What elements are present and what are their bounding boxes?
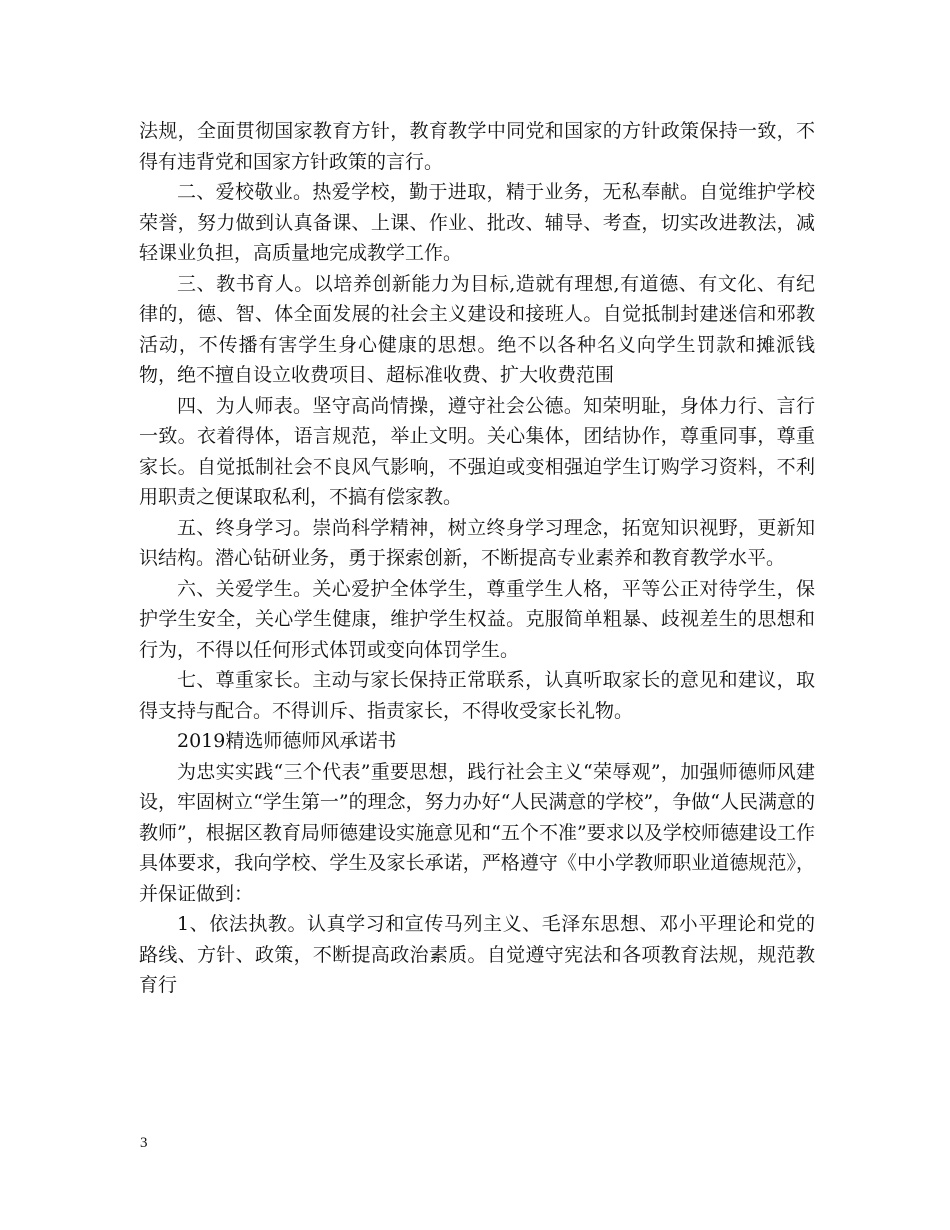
paragraph-7: 七、尊重家长。主动与家长保持正常联系，认真听取家长的意见和建议，取得支持与配合。不得训斥、指责家长，不得收受家长礼物。	[139, 669, 815, 722]
paragraph-3: 三、教书育人。以培养创新能力为目标,造就有理想,有道德、有文化、有纪律的，德、智、体全面发展的社会主义建设和接班人。自觉抵制封建迷信和邪教活动，不传播有害学生身心健康的思想。绝不以各种名义向学生罚款和摊派钱物，绝不擅自设立收费项目、超标准收费、扩大收费范围	[139, 272, 815, 386]
page-number: 3	[140, 1135, 148, 1151]
paragraph-8: 为忠实实践“三个代表”重要思想，践行社会主义“荣辱观”，加强师德师风建设，牢固树立“学生第一”的理念，努力办好“人民满意的学校”，争做“人民满意的教师”，根据区教育局师德建设实施意见和“五个不准”要求以及学校师德建设工作具体要求，我向学校、学生及家长承诺，严格遵守《中小学教师职业道德规范》，并保证做到：	[139, 760, 815, 905]
paragraph-2: 二、爱校敬业。热爱学校，勤于进取，精于业务，无私奉献。自觉维护学校荣誉，努力做到认真备课、上课、作业、批改、辅导、考查，切实改进教法，减轻课业负担，高质量地完成教学工作。	[139, 181, 815, 264]
paragraph-9: 1、依法执教。认真学习和宣传马列主义、毛泽东思想、邓小平理论和党的路线、方针、政策，不断提高政治素质。自觉遵守宪法和各项教育法规，规范教育行	[139, 913, 815, 996]
paragraph-6: 六、关爱学生。关心爱护全体学生，尊重学生人格，平等公正对待学生，保护学生安全，关心学生健康，维护学生权益。克服简单粗暴、歧视差生的思想和行为，不得以任何形式体罚或变向体罚学生。	[139, 577, 815, 661]
section-title: 2019精选师德师风承诺书	[177, 730, 397, 752]
paragraph-4: 四、为人师表。坚守高尚情操，遵守社会公德。知荣明耻，身体力行、言行一致。衣着得体，语言规范，举止文明。关心集体，团结协作，尊重同事，尊重家长。自觉抵制社会不良风气影响，不强迫或变相强迫学生订购学习资料，不利用职责之便谋取私利，不搞有偿家教。	[139, 394, 815, 508]
document-body	[139, 116, 815, 1001]
paragraph-5: 五、终身学习。崇尚科学精神，树立终身学习理念，拓宽知识视野，更新知识结构。潜心钻研业务，勇于探索创新，不断提高专业素养和教育教学水平。	[139, 516, 815, 569]
paragraph-1: 法规，全面贯彻国家教育方针，教育教学中同党和国家的方针政策保持一致，不得有违背党和国家方针政策的言行。	[139, 120, 815, 173]
